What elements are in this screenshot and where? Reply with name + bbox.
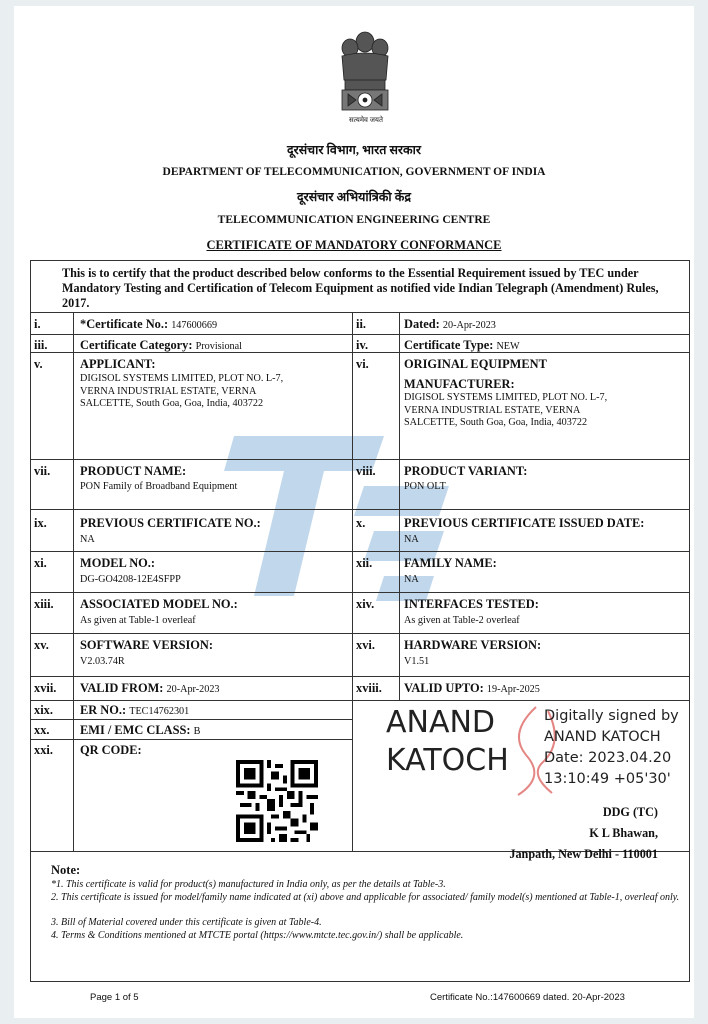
oem-label: ORIGINAL EQUIPMENT <box>404 357 547 371</box>
prev-cert-no-label: PREVIOUS CERTIFICATE NO.: <box>80 516 261 530</box>
num-xxi: xxi. <box>34 743 53 757</box>
num-xviii: xviii. <box>356 681 382 695</box>
num-iii: iii. <box>34 338 48 352</box>
note-item-4: 4. Terms & Conditions mentioned at MTCTE portal (https://www.mtcte.tec.gov.in/) shall be applicable. <box>51 930 464 941</box>
num-i: i. <box>34 317 41 331</box>
oem-label-2: MANUFACTURER: <box>404 377 515 391</box>
certificate-type-label: Certificate Type: NEW <box>404 338 520 352</box>
er-no-value: TEC14762301 <box>129 706 190 717</box>
num-ix: ix. <box>34 516 47 530</box>
dated-value: 20-Apr-2023 <box>442 320 496 331</box>
family-name-value: NA <box>404 574 419 585</box>
num-xix: xix. <box>34 703 53 717</box>
interfaces-tested-value: As given at Table-2 overleaf <box>404 615 520 626</box>
num-ii: ii. <box>356 317 366 331</box>
num-x: x. <box>356 516 366 530</box>
hardware-version-label: HARDWARE VERSION: <box>404 638 542 652</box>
emi-class-value: B <box>193 726 201 737</box>
certificate-type-value: NEW <box>496 341 520 352</box>
applicant-label: APPLICANT: <box>80 357 156 371</box>
num-xiv: xiv. <box>356 597 375 611</box>
national-emblem-icon <box>332 28 398 124</box>
note-title: Note: <box>51 863 81 877</box>
signer-name-line2: KATOCH <box>386 743 509 778</box>
num-xiii: xiii. <box>34 597 54 611</box>
signer-name <box>386 704 509 780</box>
signatory-office: K L Bhawan, <box>589 826 658 840</box>
emi-class-label: EMI / EMC CLASS: B <box>80 723 201 737</box>
product-name-value: PON Family of Broadband Equipment <box>80 481 238 492</box>
model-no-value: DG-GO4208-12E4SFPP <box>80 574 181 585</box>
product-variant-label: PRODUCT VARIANT: <box>404 464 528 478</box>
signatory-designation: DDG (TC) <box>602 805 658 819</box>
num-xvi: xvi. <box>356 638 375 652</box>
page-number: Page 1 of 5 <box>90 992 139 1003</box>
num-xvii: xvii. <box>34 681 57 695</box>
centre-english: TELECOMMUNICATION ENGINEERING CENTRE <box>217 214 491 226</box>
model-no-label: MODEL NO.: <box>80 556 156 570</box>
note-item-1: *1. This certificate is valid for product(s) manufactured in India only, as per the details at Table-3. <box>51 879 446 890</box>
digital-signature-text: Digitally signed by ANAND KATOCH Date: 2023.04.20 13:10:49 +05'30' <box>544 708 679 787</box>
prev-cert-date-value: NA <box>404 534 419 545</box>
note-item-3: 3. Bill of Material covered under this certificate is given at Table-4. <box>51 917 322 928</box>
family-name-label: FAMILY NAME: <box>404 556 497 570</box>
certificate-title: CERTIFICATE OF MANDATORY CONFORMANCE <box>206 238 502 252</box>
note-item-2: 2. This certificate is issued for model/family name indicated at (xi) above and applicable for associated/ family model(s) mentioned at Table-1, overleaf only. <box>51 892 680 903</box>
num-xx: xx. <box>34 723 50 737</box>
associated-model-value: As given at Table-1 overleaf <box>80 615 196 626</box>
interfaces-tested-label: INTERFACES TESTED: <box>404 597 539 611</box>
valid-upto-value: 19-Apr-2025 <box>486 684 540 695</box>
footer-certificate-ref: Certificate No.:147600669 dated. 20-Apr-2023 <box>430 992 625 1003</box>
qr-code-icon[interactable] <box>236 760 318 842</box>
oem-address: DIGISOL SYSTEMS LIMITED, PLOT NO. L-7, VERNA INDUSTRIAL ESTATE, VERNA SALCETTE, South Goa, Goa, India, 403722 <box>404 392 608 428</box>
associated-model-label: ASSOCIATED MODEL NO.: <box>80 597 238 611</box>
qr-code-label: QR CODE: <box>80 743 142 757</box>
centre-hindi: दूरसंचार अभियांत्रिकी केंद्र <box>296 190 411 204</box>
num-iv: iv. <box>356 338 369 352</box>
software-version-value: V2.03.74R <box>80 656 125 667</box>
emblem-motto: सत्यमेव जयते <box>349 116 383 124</box>
hardware-version-value: V1.51 <box>404 656 430 667</box>
num-v: v. <box>34 357 43 371</box>
product-variant-value: PON OLT <box>404 481 446 492</box>
dept-english: DEPARTMENT OF TELECOMMUNICATION, GOVERNMENT OF INDIA <box>162 166 546 178</box>
prev-cert-no-value: NA <box>80 534 95 545</box>
num-xii: xii. <box>356 556 373 570</box>
signatory-block <box>509 802 658 865</box>
valid-upto-label: VALID UPTO: 19-Apr-2025 <box>404 681 540 695</box>
num-xi: xi. <box>34 556 47 570</box>
signer-name-line1: ANAND <box>386 705 496 740</box>
product-name-label: PRODUCT NAME: <box>80 464 187 478</box>
certificate-category-label: Certificate Category: Provisional <box>80 338 243 352</box>
dept-hindi: दूरसंचार विभाग, भारत सरकार <box>286 143 421 157</box>
num-xv: xv. <box>34 638 49 652</box>
num-vii: vii. <box>34 464 51 478</box>
er-no-label: ER NO.: TEC14762301 <box>80 703 190 717</box>
signatory-address: Janpath, New Delhi - 110001 <box>509 847 658 861</box>
num-viii: viii. <box>356 464 376 478</box>
certificate-page <box>14 6 694 1018</box>
prev-cert-date-label: PREVIOUS CERTIFICATE ISSUED DATE: <box>404 516 645 530</box>
software-version-label: SOFTWARE VERSION: <box>80 638 213 652</box>
applicant-address: DIGISOL SYSTEMS LIMITED, PLOT NO. L-7, VERNA INDUSTRIAL ESTATE, VERNA SALCETTE, South Goa, Goa, India, 403722 <box>80 373 284 409</box>
num-vi: vi. <box>356 357 369 371</box>
valid-from-value: 20-Apr-2023 <box>166 684 220 695</box>
certificate-no-value: 147600669 <box>171 320 218 331</box>
certificate-no-label: *Certificate No.: 147600669 <box>80 317 218 331</box>
dated-label: Dated: 20-Apr-2023 <box>404 317 496 331</box>
intro-text: This is to certify that the product described below conforms to the Essential Requirement issued by TEC under Mandatory Testing and Certification of Telecom Equipment as notified vide Indian Telegraph (Amendment) Rules, 2017. <box>62 266 659 310</box>
certificate-category-value: Provisional <box>195 341 243 352</box>
valid-from-label: VALID FROM: 20-Apr-2023 <box>80 681 220 695</box>
